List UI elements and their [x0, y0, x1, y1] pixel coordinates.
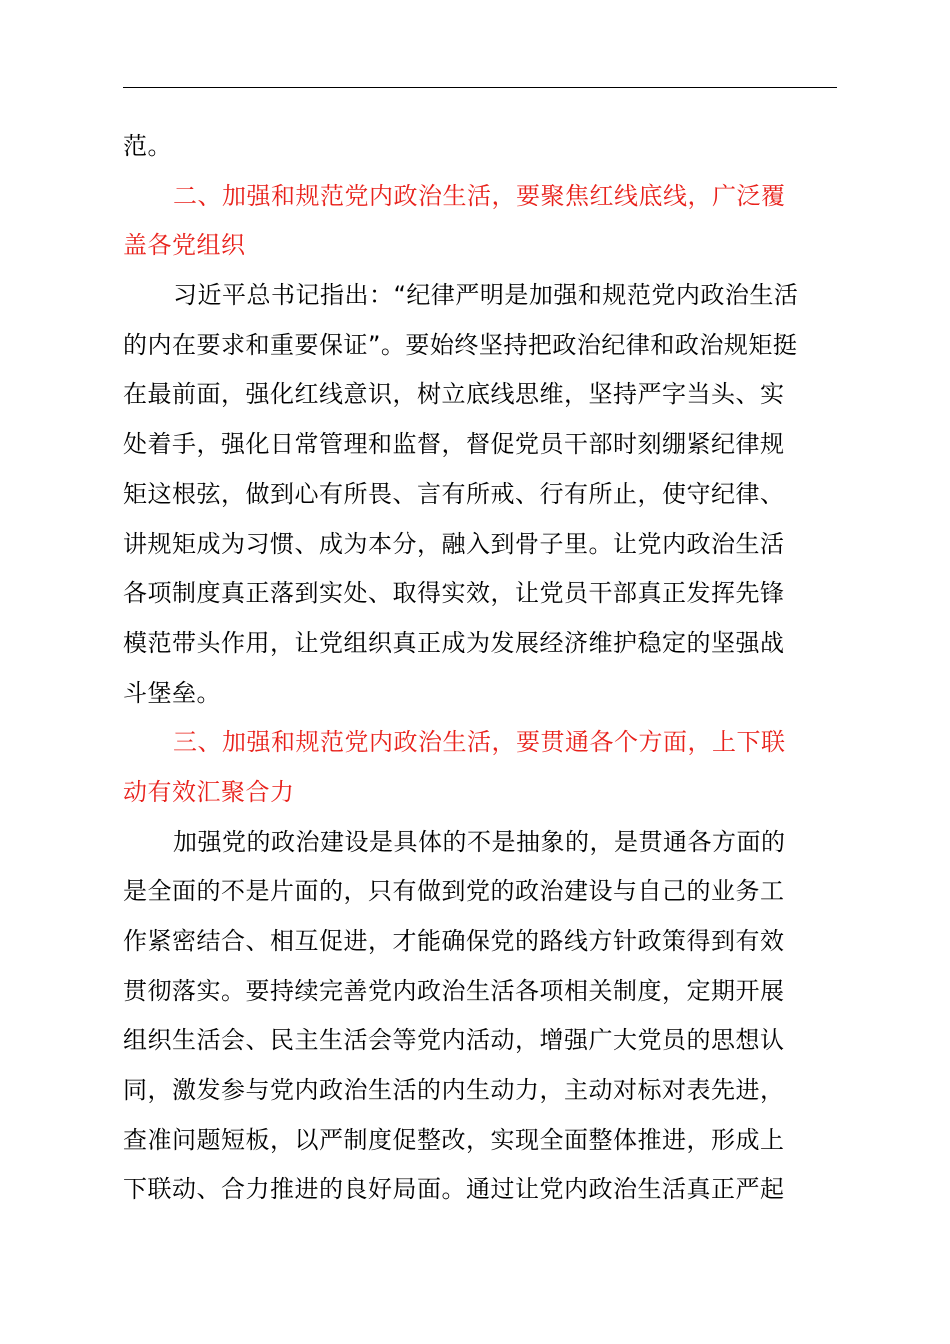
section-2-paragraph-line: 习近平总书记指出：“纪律严明是加强和规范党内政治生活 — [173, 281, 799, 310]
section-2-heading-line-2: 盖各党组织 — [123, 231, 246, 260]
section-2-paragraph-line: 的内在要求和重要保证”。要始终坚持把政治纪律和政治规矩挺 — [123, 330, 798, 359]
section-3-paragraph-line: 加强党的政治建设是具体的不是抽象的，是贯通各方面的 — [173, 827, 786, 856]
continuation-line: 范。 — [123, 132, 172, 160]
section-3-paragraph-line: 是全面的不是片面的，只有做到党的政治建设与自己的业务工 — [123, 877, 785, 906]
section-2-paragraph-line: 模范带头作用，让党组织真正成为发展经济维护稳定的坚强战 — [123, 628, 785, 657]
section-2 — [123, 172, 843, 719]
section-3-heading-line-2: 动有效汇聚合力 — [123, 777, 295, 806]
section-2-paragraph-line: 斗堡垒。 — [123, 678, 221, 707]
header-rule — [123, 87, 837, 88]
section-2-paragraph-line: 处着手，强化日常管理和监督，督促党员干部时刻绷紧纪律规 — [123, 430, 785, 459]
section-3-paragraph-line: 查准问题短板，以严制度促整改，实现全面整体推进，形成上 — [123, 1125, 785, 1154]
section-3-paragraph-line: 同，激发参与党内政治生活的内生动力，主动对标对表先进， — [123, 1076, 785, 1105]
section-2-paragraph-line: 讲规矩成为习惯、成为本分，融入到骨子里。让党内政治生活 — [123, 529, 785, 558]
section-2-paragraph-line: 在最前面，强化红线意识，树立底线思维，坚持严字当头、实 — [123, 380, 785, 409]
section-3-paragraph-line: 下联动、合力推进的良好局面。通过让党内政治生活真正严起 — [123, 1175, 785, 1204]
document-body — [123, 122, 843, 1215]
section-3-heading-line-1: 三、加强和规范党内政治生活，要贯通各个方面，上下联 — [173, 728, 786, 757]
section-2-heading-line-1: 二、加强和规范党内政治生活，要聚焦红线底线，广泛覆 — [173, 181, 786, 210]
section-2-paragraph-line: 各项制度真正落到实处、取得实效，让党员干部真正发挥先锋 — [123, 579, 785, 608]
section-3-paragraph-line: 贯彻落实。要持续完善党内政治生活各项相关制度，定期开展 — [123, 976, 785, 1005]
section-3-paragraph-line: 作紧密结合、相互促进，才能确保党的路线方针政策得到有效 — [123, 927, 785, 955]
section-3-paragraph-line: 组织生活会、民主生活会等党内活动，增强广大党员的思想认 — [123, 1026, 785, 1055]
section-3 — [123, 718, 843, 1215]
section-2-paragraph-line: 矩这根弦，做到心有所畏、言有所戒、行有所止，使守纪律、 — [123, 479, 785, 508]
